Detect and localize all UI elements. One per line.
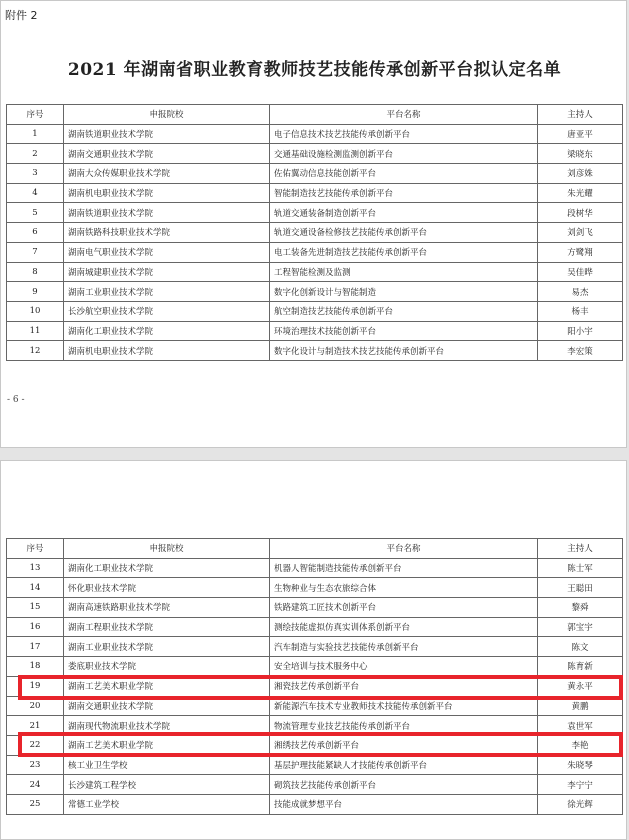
cell-host: 袁世军: [538, 716, 623, 736]
cell-school: 湖南铁路科技职业技术学院: [64, 223, 270, 243]
page-number: - 6 -: [7, 395, 25, 405]
cell-host: 黎舜: [538, 598, 623, 618]
table-header-row: [7, 105, 623, 125]
column-header-no: 序号: [7, 105, 64, 125]
cell-no: 18: [7, 657, 64, 677]
cell-platform: 轨道交通设备检修技艺技能传承创新平台: [270, 223, 538, 243]
cell-school: 湖南大众传媒职业技术学院: [64, 164, 270, 184]
cell-no: 6: [7, 223, 64, 243]
cell-school: 湖南铁道职业技术学院: [64, 124, 270, 144]
cell-no: 14: [7, 578, 64, 598]
column-header-platform: 平台名称: [270, 105, 538, 125]
cell-host: 李宁宁: [538, 775, 623, 795]
cell-school: 湖南化工职业技术学院: [64, 558, 270, 578]
cell-platform: 轨道交通装备制造创新平台: [270, 203, 538, 223]
column-header-platform: 平台名称: [270, 539, 538, 559]
cell-school: 湖南工程职业技术学院: [64, 617, 270, 637]
cell-platform: 佐佑翼动信息技能创新平台: [270, 164, 538, 184]
cell-platform: 技能成就梦想平台: [270, 794, 538, 814]
cell-host: 李艳: [538, 735, 623, 755]
cell-school: 长沙建筑工程学校: [64, 775, 270, 795]
cell-no: 8: [7, 262, 64, 282]
cell-school: 湖南工业职业技术学院: [64, 637, 270, 657]
table-body-page-1: [7, 124, 623, 360]
table-row: [7, 164, 623, 184]
cell-host: 朱光耀: [538, 183, 623, 203]
cell-host: 朱晓琴: [538, 755, 623, 775]
cell-no: 24: [7, 775, 64, 795]
cell-host: 李宏策: [538, 341, 623, 361]
column-header-no: 序号: [7, 539, 64, 559]
cell-school: 湖南交通职业技术学院: [64, 144, 270, 164]
table-row: [7, 144, 623, 164]
cell-no: 5: [7, 203, 64, 223]
cell-no: 21: [7, 716, 64, 736]
cell-platform: 环境治理技术技能创新平台: [270, 321, 538, 341]
table-row: [7, 755, 623, 775]
highlight-box-row-19: [18, 675, 623, 700]
cell-host: 黄鹏: [538, 696, 623, 716]
column-header-host: 主持人: [538, 105, 623, 125]
cell-platform: 汽车制造与实验技艺技能传承创新平台: [270, 637, 538, 657]
annex-label: 附件 2: [5, 9, 38, 22]
cell-platform: 测绘技能虚拟仿真实训体系创新平台: [270, 617, 538, 637]
cell-no: 9: [7, 282, 64, 302]
cell-school: 常德工业学校: [64, 794, 270, 814]
cell-host: 陈文: [538, 637, 623, 657]
cell-platform: 智能制造技艺技能传承创新平台: [270, 183, 538, 203]
cell-host: 黄永平: [538, 676, 623, 696]
cell-platform: 工程智能检测及监测: [270, 262, 538, 282]
table-row: [7, 262, 623, 282]
cell-host: 梁晓东: [538, 144, 623, 164]
cell-no: 16: [7, 617, 64, 637]
cell-platform: 湘绣技艺传承创新平台: [270, 735, 538, 755]
cell-no: 10: [7, 301, 64, 321]
table-row: [7, 598, 623, 618]
table-row: [7, 617, 623, 637]
cell-no: 12: [7, 341, 64, 361]
cell-no: 4: [7, 183, 64, 203]
table-header-row: [7, 539, 623, 559]
cell-no: 3: [7, 164, 64, 184]
cell-school: 湖南现代物流职业技术学院: [64, 716, 270, 736]
cell-no: 7: [7, 242, 64, 262]
platform-table-page-1: [6, 104, 623, 361]
cell-host: 陈士军: [538, 558, 623, 578]
cell-no: 23: [7, 755, 64, 775]
cell-school: 湖南工艺美术职业学院: [64, 676, 270, 696]
cell-no: 15: [7, 598, 64, 618]
cell-platform: 物流管理专业技艺技能传承创新平台: [270, 716, 538, 736]
cell-school: 湖南高速铁路职业技术学院: [64, 598, 270, 618]
cell-school: 湖南工艺美术职业学院: [64, 735, 270, 755]
table-row: [7, 203, 623, 223]
cell-no: 2: [7, 144, 64, 164]
table-row: [7, 242, 623, 262]
cell-host: 唐亚平: [538, 124, 623, 144]
cell-school: 湖南机电职业技术学院: [64, 341, 270, 361]
cell-platform: 交通基础设施检测监测创新平台: [270, 144, 538, 164]
table-row: [7, 637, 623, 657]
cell-platform: 电子信息技术技艺技能传承创新平台: [270, 124, 538, 144]
cell-host: 郭宝宇: [538, 617, 623, 637]
table-row: [7, 558, 623, 578]
cell-school: 湖南铁道职业技术学院: [64, 203, 270, 223]
cell-host: 陈育新: [538, 657, 623, 677]
cell-platform: 航空制造技艺技能传承创新平台: [270, 301, 538, 321]
cell-platform: 新能源汽车技术专业教师技术技能传承创新平台: [270, 696, 538, 716]
highlight-box-row-22: [18, 732, 623, 757]
cell-no: 13: [7, 558, 64, 578]
table-row: [7, 794, 623, 814]
cell-school: 怀化职业技术学院: [64, 578, 270, 598]
table-row: [7, 301, 623, 321]
page-title: 2021 年湖南省职业教育教师技艺技能传承创新平台拟认定名单: [67, 60, 562, 80]
cell-school: 核工业卫生学校: [64, 755, 270, 775]
cell-school: 湖南电气职业技术学院: [64, 242, 270, 262]
cell-platform: 砌筑技艺技能传承创新平台: [270, 775, 538, 795]
column-header-school: 申报院校: [64, 105, 270, 125]
cell-school: 湖南化工职业技术学院: [64, 321, 270, 341]
cell-school: 娄底职业技术学院: [64, 657, 270, 677]
cell-host: 吴佳晔: [538, 262, 623, 282]
cell-host: 刘剑飞: [538, 223, 623, 243]
table-row: [7, 341, 623, 361]
cell-school: 长沙航空职业技术学院: [64, 301, 270, 321]
cell-no: 17: [7, 637, 64, 657]
table-row: [7, 124, 623, 144]
cell-host: 王聪田: [538, 578, 623, 598]
table-row: [7, 183, 623, 203]
cell-school: 湖南城建职业技术学院: [64, 262, 270, 282]
cell-no: 19: [7, 676, 64, 696]
cell-no: 20: [7, 696, 64, 716]
table-row: [7, 223, 623, 243]
cell-school: 湖南工业职业技术学院: [64, 282, 270, 302]
cell-no: 22: [7, 735, 64, 755]
cell-platform: 机器人智能制造技能传承创新平台: [270, 558, 538, 578]
cell-platform: 基层护理技能紧缺人才技能传承创新平台: [270, 755, 538, 775]
cell-host: 刘彦姝: [538, 164, 623, 184]
cell-platform: 数字化创新设计与智能制造: [270, 282, 538, 302]
cell-no: 11: [7, 321, 64, 341]
cell-platform: 生物种业与生态农旅综合体: [270, 578, 538, 598]
cell-platform: 电工装备先进制造技艺技能传承创新平台: [270, 242, 538, 262]
cell-host: 杨丰: [538, 301, 623, 321]
cell-platform: 安全培训与技术服务中心: [270, 657, 538, 677]
cell-no: 25: [7, 794, 64, 814]
table-row: [7, 321, 623, 341]
table-row: [7, 657, 623, 677]
column-header-host: 主持人: [538, 539, 623, 559]
cell-host: 阳小宇: [538, 321, 623, 341]
cell-platform: 铁路建筑工匠技术创新平台: [270, 598, 538, 618]
column-header-school: 申报院校: [64, 539, 270, 559]
cell-no: 1: [7, 124, 64, 144]
cell-school: 湖南机电职业技术学院: [64, 183, 270, 203]
cell-platform: 数字化设计与制造技术技艺技能传承创新平台: [270, 341, 538, 361]
cell-host: 段树华: [538, 203, 623, 223]
table-row: [7, 282, 623, 302]
cell-host: 徐光辉: [538, 794, 623, 814]
cell-host: 方鹭翔: [538, 242, 623, 262]
table-row: [7, 578, 623, 598]
cell-platform: 湘瓷技艺传承创新平台: [270, 676, 538, 696]
cell-school: 湖南交通职业技术学院: [64, 696, 270, 716]
table-row: [7, 775, 623, 795]
cell-host: 易杰: [538, 282, 623, 302]
